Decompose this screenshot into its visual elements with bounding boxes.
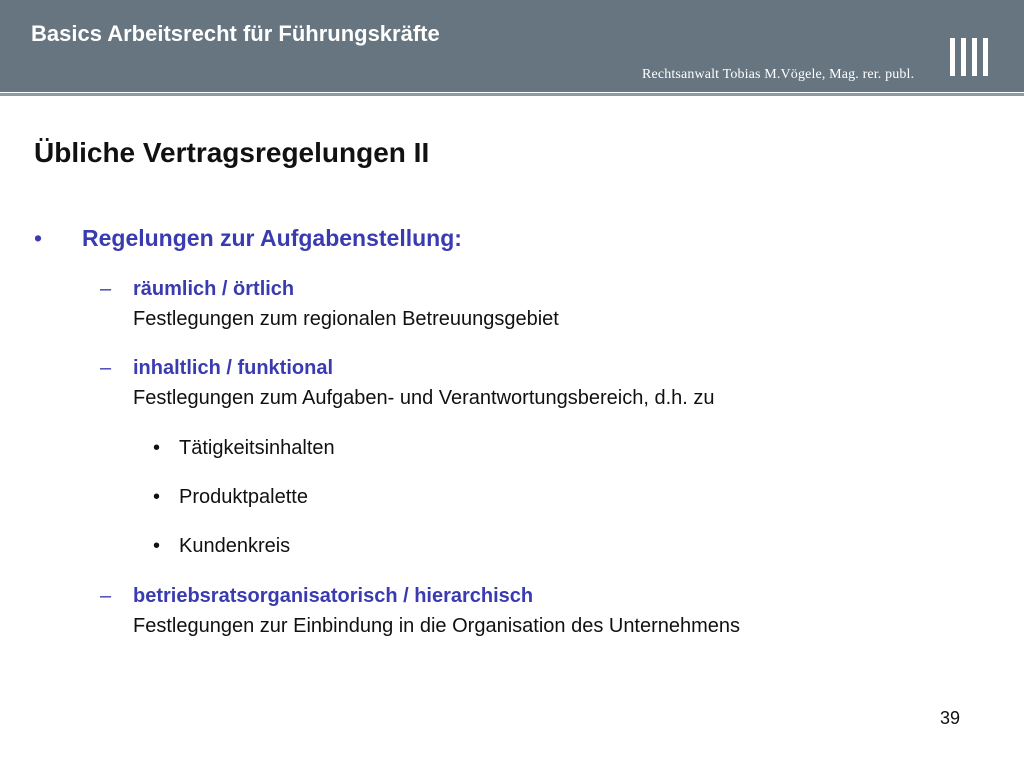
bullet-icon: • <box>153 486 161 508</box>
bullet-icon: • <box>34 225 43 251</box>
dash-icon: – <box>100 585 112 607</box>
sub-point-description: Festlegungen zum regionalen Betreuungsgebiet <box>133 308 559 330</box>
vertical-bars-logo-icon <box>950 38 988 76</box>
dash-icon: – <box>100 357 112 379</box>
sub-point-heading: betriebsratsorganisatorisch / hierarchisch <box>133 585 534 607</box>
list-item-label: Kundenkreis <box>179 535 291 557</box>
main-bullet-text: Regelungen zur Aufgabenstellung: <box>82 225 462 251</box>
list-item-label: Tätigkeitsinhalten <box>179 437 335 459</box>
header-author: Rechtsanwalt Tobias M.Vögele, Mag. rer. publ. <box>642 67 915 82</box>
header-title: Basics Arbeitsrecht für Führungskräfte <box>31 21 440 46</box>
list-item-label: Produktpalette <box>179 486 308 508</box>
sub-point-description: Festlegungen zum Aufgaben- und Verantwortungsbereich, d.h. zu <box>133 387 715 409</box>
header-band <box>0 0 1024 92</box>
dash-icon: – <box>100 278 112 300</box>
page-title: Übliche Vertragsregelungen II <box>34 137 430 168</box>
sub-point-description: Festlegungen zur Einbindung in die Organisation des Unternehmens <box>133 615 741 637</box>
bullet-icon: • <box>153 535 161 557</box>
sub-point-heading: inhaltlich / funktional <box>133 357 333 379</box>
sub-point-heading: räumlich / örtlich <box>133 278 295 300</box>
header-divider <box>0 93 1024 96</box>
page-number: 39 <box>940 708 961 728</box>
bullet-icon: • <box>153 437 161 459</box>
